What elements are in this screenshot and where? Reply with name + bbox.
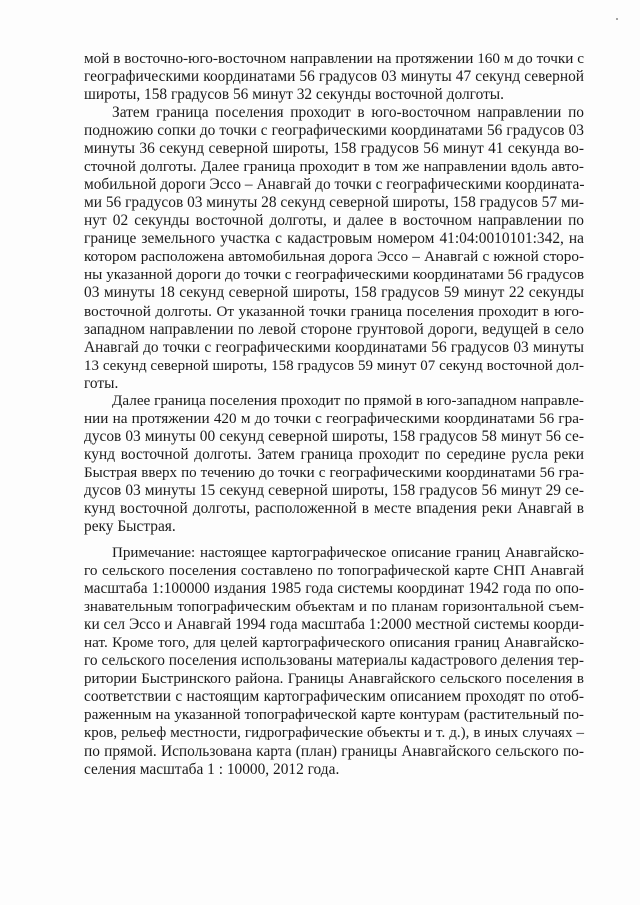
text-line: го сельского поселения составлено по топографической карте СНП Анавгай: [84, 562, 584, 580]
text-line: 13 секунд северной широты, 158 градусов 59 минут 07 секунд восточной дол-: [84, 357, 584, 374]
text-line: кунд восточной долготы, расположенной в месте впадения реки Анавгай в: [84, 500, 584, 518]
text-line: Далее граница поселения проходит по прямой в юго-западном направле-: [112, 392, 584, 409]
paragraph-3: [84, 392, 584, 536]
text-line: ны указанной дороги до точки с географическими координатами 56 градусов: [84, 266, 584, 284]
text-line: по прямой. Использована карта (план) границы Анавгайского сельского по-: [84, 742, 584, 760]
note-paragraph: [84, 544, 584, 779]
text-line: ритории Быстринского района. Границы Анавгайского сельского поселения в: [84, 671, 584, 688]
text-line: нут 02 секунды восточной долготы, и далее в восточном направлении по: [84, 212, 584, 230]
text-line: кунд восточной долготы. Затем граница проходит по середине русла реки: [84, 446, 584, 464]
text-line: го сельского поселения использованы материалы кадастрового деления тер-: [84, 652, 584, 670]
text-line: географическими координатами 56 градусов 03 минуты 47 секунд северной: [84, 68, 584, 86]
text-line: знавательным топографическим объектам и по планам горизонтальной съем-: [84, 599, 584, 616]
text-line: кров, рельеф местности, гидрографические объекты и т. д.), в иных случаях –: [84, 725, 584, 742]
text-line: соответствии с настоящим картографическим описанием проходят по отоб-: [84, 688, 584, 706]
paragraph-1: [84, 50, 584, 104]
text-line: подножию сопки до точки с географическими координатами 56 градусов 03: [84, 122, 584, 140]
text-line: Быстрая вверх по течению до точки с географическими координатами 56 гра-: [84, 465, 584, 482]
text-line: селения масштаба 1 : 10000, 2012 года.: [84, 760, 340, 778]
text-line: восточной долготы. От указанной точки граница поселения проходит в юго-: [84, 302, 584, 320]
text-line: Анавгай до точки с географическими координатами 56 градусов 03 минуты: [84, 338, 584, 356]
text-line: ки сел Эссо и Анавгай 1994 года масштаба 1:2000 местной системы коорди-: [84, 616, 585, 634]
text-line: мобильной дороги Эссо – Анавгай до точки с географическими координата-: [84, 176, 585, 194]
scan-speck: [616, 18, 618, 20]
text-line: широты, 158 градусов 56 минут 32 секунды восточной долготы.: [84, 86, 504, 104]
text-line: раженным на указанной топографической карте контурам (растительный по-: [84, 706, 584, 724]
text-line: дусов 03 минуты 15 секунд северной широты, 158 градусов 56 минут 29 се-: [84, 482, 584, 500]
text-line: сточной долготы. Далее граница проходит в том же направлении вдоль авто-: [84, 158, 584, 176]
paragraph-2: [84, 104, 584, 393]
text-line: западном направлении по левой стороне грунтовой дороги, ведущей в село: [84, 320, 584, 338]
text-line: котором расположена автомобильная дорога Эссо – Анавгай с южной сторо-: [84, 248, 584, 266]
text-line: границе земельного участка с кадастровым номером 41:04:0010101:342, на: [84, 230, 584, 248]
text-line: ми 56 градусов 03 минуты 28 секунд северной широты, 158 градусов 57 ми-: [84, 194, 584, 212]
text-line: реку Быстрая.: [84, 518, 176, 536]
text-line: мой в восточно-юго-восточном направлении на протяжении 160 м до точки с: [84, 50, 584, 67]
text-line: Примечание: настоящее картографическое описание границ Анавгайско-: [112, 545, 584, 561]
text-line: нат. Кроме того, для целей картографического описания границ Анавгайско-: [84, 634, 584, 652]
text-line: 03 минуты 18 секунд северной широты, 158 градусов 59 минут 22 секунды: [84, 284, 584, 302]
text-line: готы.: [84, 374, 119, 392]
text-line: дусов 03 минуты 00 секунд северной широты, 158 градусов 58 минут 56 се-: [84, 428, 584, 446]
text-line: нии на протяжении 420 м до точки с географическими координатами 56 гра-: [84, 410, 584, 428]
text-line: масштаба 1:100000 издания 1985 года системы координат 1942 года по опо-: [84, 580, 584, 598]
text-line: минуты 36 секунд северной широты, 158 градусов 56 минут 41 секунда во-: [84, 140, 584, 158]
text-line: Затем граница поселения проходит в юго-восточном направлении по: [112, 104, 584, 121]
